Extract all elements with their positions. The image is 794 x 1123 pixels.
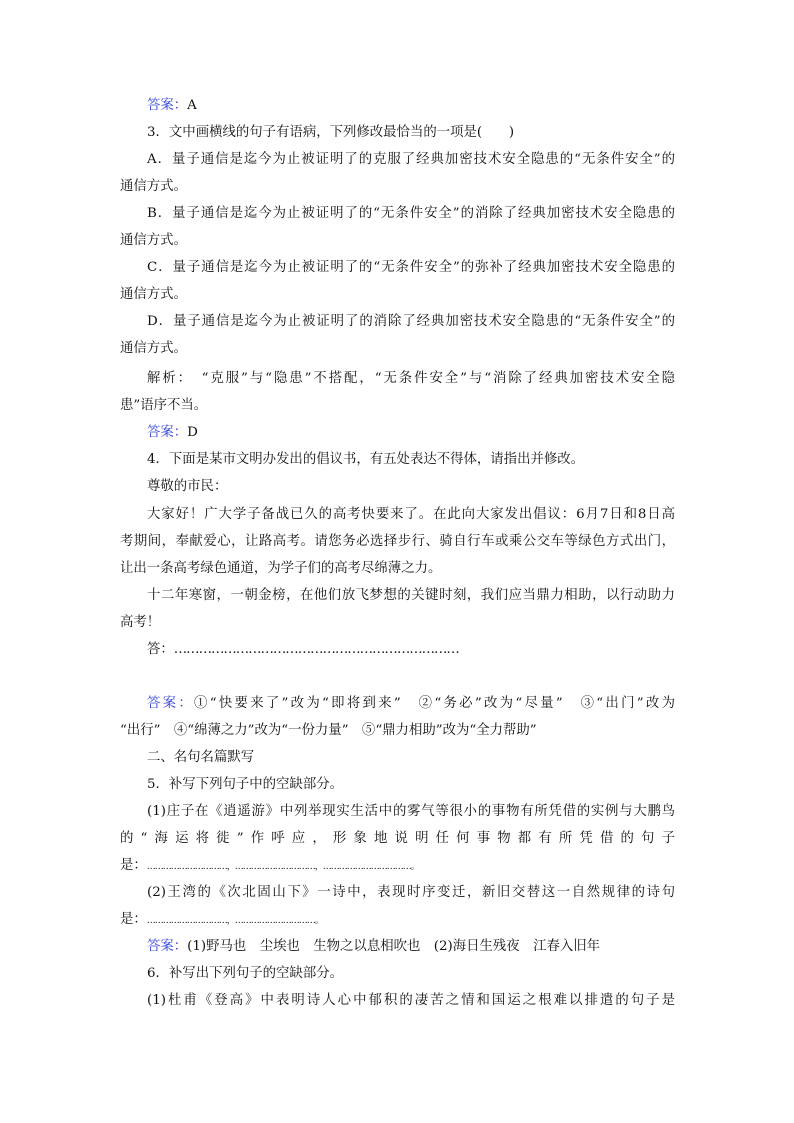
answer-line-q3 bbox=[147, 424, 675, 442]
q5-item-2-blanks bbox=[120, 911, 675, 930]
answer-label: 答案： bbox=[147, 696, 195, 711]
q6-item-1: (1)杜甫《登高》中表明诗人心中郁积的凄苦之情和国运之根难以排遣的句子是 bbox=[147, 993, 675, 1008]
q3-option-d-cont: 通信方式。 bbox=[120, 341, 187, 356]
q5-item-1-blanks bbox=[120, 857, 675, 876]
answer-line-q4-cont: “出行” ④“绵薄之力”改为“一份力量” ⑤“鼎力相助”改为“全力帮助” bbox=[120, 723, 537, 738]
letter-paragraph-2-end: 高考！ bbox=[120, 615, 161, 630]
letter-paragraph-1-end: 让出一条高考绿色通道，为学子们的高考尽绵薄之力。 bbox=[120, 561, 442, 576]
q3-option-a: A．量子通信是迄今为止被证明了的克服了经典加密技术安全隐患的“无条件安全”的 bbox=[147, 152, 675, 167]
q5-item-1-cont: 的“海运将徙”作呼应，形象地说明任何事物都有所凭借的句子 bbox=[120, 831, 675, 846]
question-5-stem: 5．补写下列句子中的空缺部分。 bbox=[147, 777, 343, 792]
answer-label: 答案： bbox=[147, 98, 188, 113]
letter-paragraph-1: 大家好！广大学子备战已久的高考快要来了。在此向大家发出倡议：6月7日和8日高 bbox=[147, 507, 675, 522]
answer-value: A bbox=[187, 98, 197, 113]
q5-item-1: (1)庄子在《逍遥游》中列举现实生活中的雾气等很小的事物有所凭借的实例与大鹏鸟 bbox=[147, 804, 675, 819]
letter-paragraph-1-cont: 考期间，奉献爱心，让路高考。请您务必选择步行、骑自行车或乘公交车等绿色方式出门， bbox=[120, 534, 675, 549]
fill-blank-line: …………………………，…………………………，……………………………。 bbox=[146, 862, 419, 872]
q3-option-d: D．量子通信是迄今为止被证明了的消除了经典加密技术安全隐患的“无条件安全”的 bbox=[147, 314, 675, 329]
answer-text: ①“快要来了”改为“即将到来” ②“务必”改为“尽量” ③“出门”改为 bbox=[194, 696, 675, 711]
section-heading-2: 二、名句名篇默写 bbox=[147, 750, 255, 765]
fill-blank-line: …………………………，…………………………。 bbox=[146, 916, 323, 926]
answer-label: 答案： bbox=[147, 939, 188, 954]
q3-explanation: 解析： “克服”与“隐患”不搭配，“无条件安全”与“消除了经典加密技术安全隐 bbox=[147, 371, 675, 386]
q3-option-c: C．量子通信是迄今为止被证明了的“无条件安全”的弥补了经典加密技术安全隐患的 bbox=[147, 260, 675, 275]
q3-option-c-cont: 通信方式。 bbox=[120, 287, 187, 302]
question-6-stem: 6．补写出下列句子的空缺部分。 bbox=[147, 966, 343, 981]
answer-line-q4 bbox=[147, 695, 675, 713]
answer-line-q2 bbox=[147, 97, 675, 115]
letter-greeting: 尊敬的市民： bbox=[147, 479, 228, 494]
answer-label: 答案： bbox=[147, 425, 188, 440]
answer-prefix: 答： bbox=[147, 642, 174, 657]
blank-prefix: 是： bbox=[120, 912, 147, 927]
answer-value: D bbox=[187, 425, 198, 440]
q3-option-a-cont: 通信方式。 bbox=[120, 179, 187, 194]
q3-explanation-cont: 患”语序不当。 bbox=[120, 398, 208, 413]
q5-item-2: (2)王湾的《次北固山下》一诗中，表现时序变迁，新旧交替这一自然规律的诗句 bbox=[147, 885, 675, 900]
q4-answer-blank bbox=[147, 641, 675, 659]
question-3-stem: 3．文中画横线的句子有语病，下列修改最恰当的一项是( ) bbox=[147, 125, 515, 140]
answer-line-q5 bbox=[147, 938, 675, 956]
answer-dotted-line: …………………………………………………………… bbox=[173, 642, 459, 657]
blank-prefix: 是： bbox=[120, 858, 147, 873]
q3-option-b-cont: 通信方式。 bbox=[120, 233, 187, 248]
q3-option-b: B．量子通信是迄今为止被证明了的“无条件安全”的消除了经典加密技术安全隐患的 bbox=[147, 206, 675, 221]
answer-text: (1)野马也 尘埃也 生物之以息相吹也 (2)海日生残夜 江春入旧年 bbox=[187, 939, 601, 954]
question-4-stem: 4．下面是某市文明办发出的倡议书，有五处表达不得体，请指出并修改。 bbox=[147, 452, 585, 467]
letter-paragraph-2: 十二年寒窗，一朝金榜，在他们放飞梦想的关键时刻，我们应当鼎力相助，以行动助力 bbox=[147, 588, 675, 603]
